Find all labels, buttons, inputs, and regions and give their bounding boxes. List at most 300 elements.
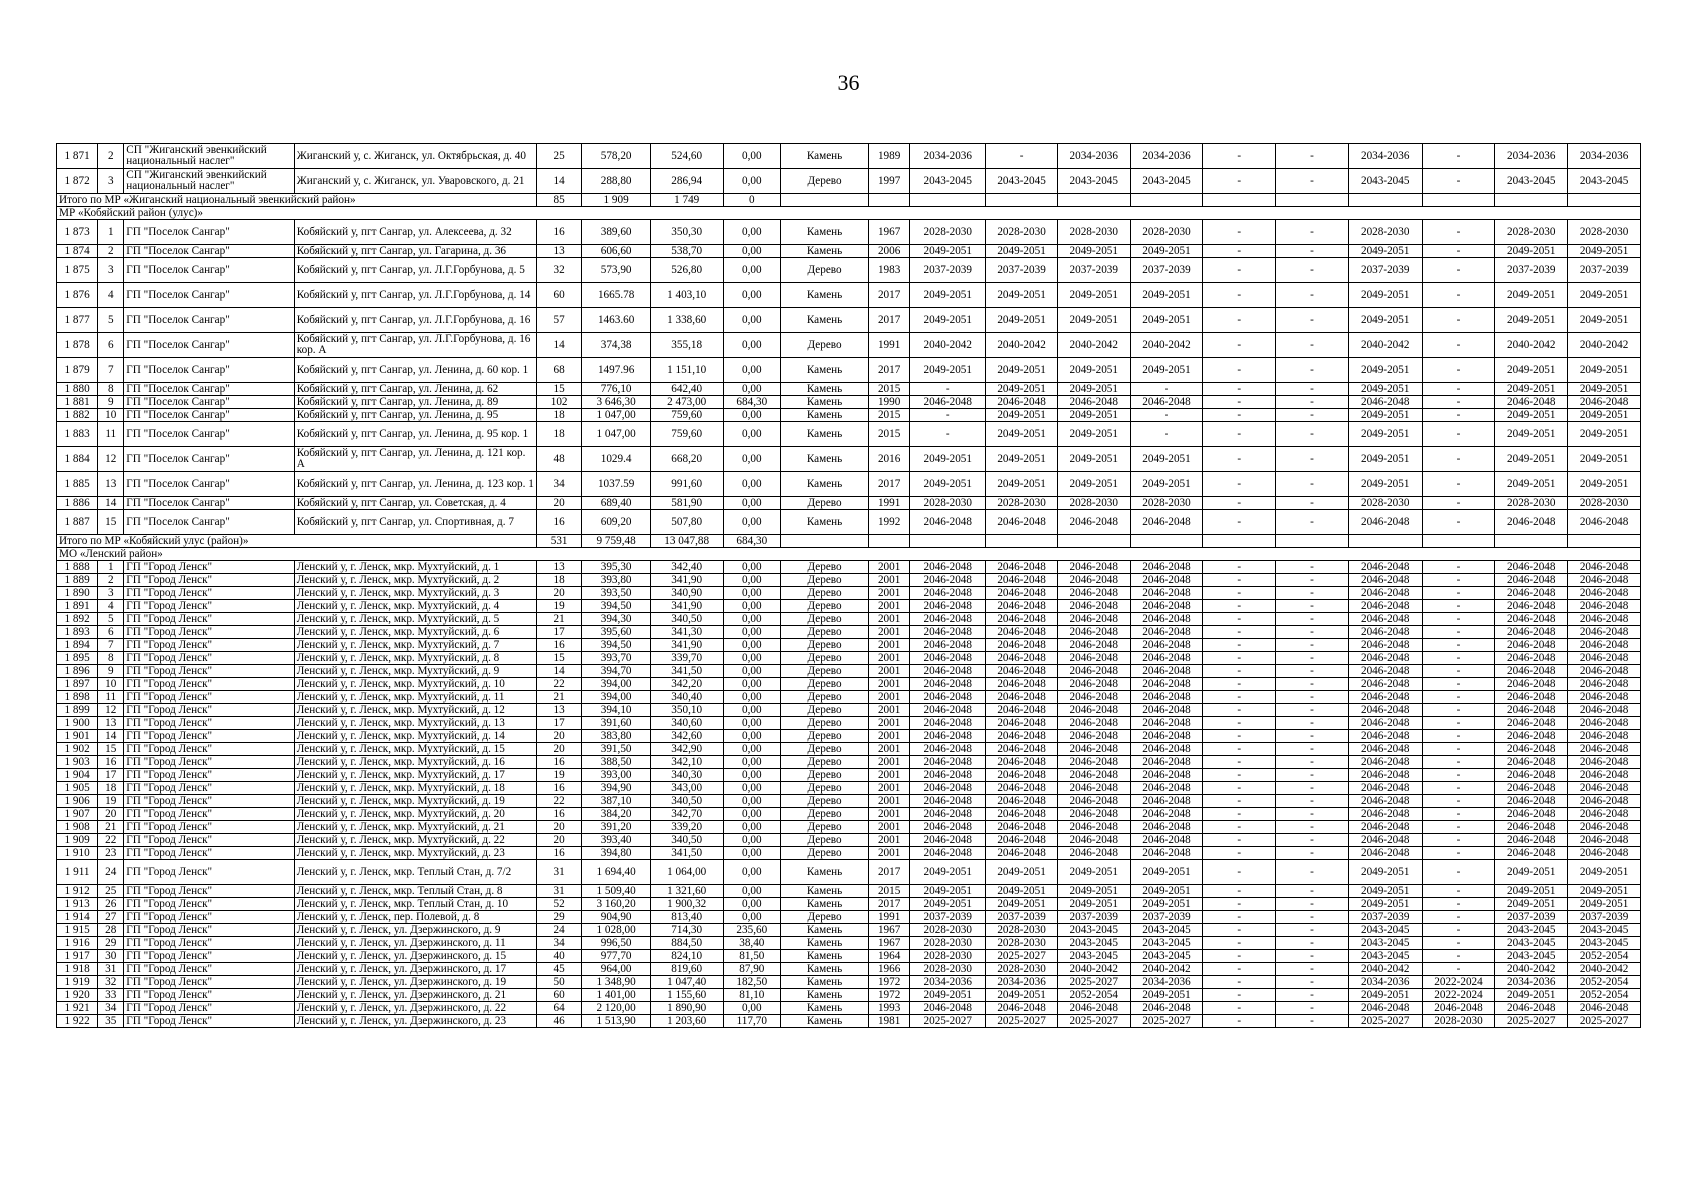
period-2: 2049-2051 — [986, 472, 1058, 497]
period-2: 2046-2048 — [986, 652, 1058, 665]
living-area: 340,60 — [650, 717, 723, 730]
period-8: - — [1422, 600, 1495, 613]
living-area: 1 155,60 — [650, 989, 723, 1002]
period-7: 2049-2051 — [1348, 860, 1422, 885]
period-2: 2049-2051 — [986, 898, 1058, 911]
period-2: 2046-2048 — [986, 691, 1058, 704]
period-8: - — [1422, 472, 1495, 497]
living-area: 342,60 — [650, 730, 723, 743]
period-6: - — [1276, 691, 1349, 704]
total-area: 391,20 — [582, 821, 650, 834]
address: Ленский у, г. Ленск, мкр. Мухтуйский, д. 5 — [294, 613, 536, 626]
period-6: - — [1276, 409, 1349, 422]
period-4: - — [1130, 383, 1203, 396]
period-7: 2046-2048 — [1348, 834, 1422, 847]
nonresidential-area: 0,00 — [723, 383, 781, 396]
wall-material: Дерево — [781, 782, 869, 795]
nonresidential-area: 0,00 — [723, 574, 781, 587]
period-6: - — [1276, 1002, 1349, 1015]
period-10: 2046-2048 — [1568, 704, 1641, 717]
period-2: 2034-2036 — [986, 976, 1058, 989]
row-id: 1 914 — [57, 911, 98, 924]
organization: ГП "Поселок Сангар" — [124, 510, 294, 535]
period-4: 2046-2048 — [1130, 626, 1203, 639]
period-10: 2046-2048 — [1568, 782, 1641, 795]
period-3: 2046-2048 — [1057, 821, 1130, 834]
build-year: 2001 — [869, 847, 910, 860]
wall-material: Камень — [781, 885, 869, 898]
table-row — [57, 447, 1641, 472]
nonresidential-area: 38,40 — [723, 937, 781, 950]
nonresidential-area: 0,00 — [723, 447, 781, 472]
address: Кобяйский у, пгт Сангар, ул. Советская, д. 4 — [294, 497, 536, 510]
living-area: 339,20 — [650, 821, 723, 834]
address: Ленский у, г. Ленск, мкр. Мухтуйский, д. 7 — [294, 639, 536, 652]
build-year: 2001 — [869, 730, 910, 743]
period-8: 2028-2030 — [1422, 1015, 1495, 1028]
period-6: - — [1276, 600, 1349, 613]
address: Ленский у, г. Ленск, пер. Полевой, д. 8 — [294, 911, 536, 924]
period-1: 2037-2039 — [910, 911, 986, 924]
period-6: - — [1276, 847, 1349, 860]
period-5: - — [1203, 144, 1276, 169]
nonresidential-area: 0,00 — [723, 422, 781, 447]
period-1: 2046-2048 — [910, 600, 986, 613]
address: Ленский у, г. Ленск, мкр. Мухтуйский, д. 18 — [294, 782, 536, 795]
row-number: 24 — [98, 860, 124, 885]
table-row — [57, 258, 1641, 283]
organization: ГП "Город Ленск" — [124, 1002, 294, 1015]
period-9: 2046-2048 — [1495, 743, 1568, 756]
total-area: 393,40 — [582, 834, 650, 847]
nonresidential-area: 81,50 — [723, 950, 781, 963]
period-1: 2049-2051 — [910, 283, 986, 308]
period-4: 2046-2048 — [1130, 639, 1203, 652]
total-area: 393,50 — [582, 587, 650, 600]
district-group-row — [57, 548, 1641, 561]
build-year: 2001 — [869, 691, 910, 704]
organization: ГП "Город Ленск" — [124, 704, 294, 717]
living-area: 1 047,40 — [650, 976, 723, 989]
period-7: 2037-2039 — [1348, 911, 1422, 924]
period-1: 2046-2048 — [910, 730, 986, 743]
wall-material: Дерево — [781, 743, 869, 756]
period-7: 2046-2048 — [1348, 847, 1422, 860]
apartments-count: 21 — [536, 613, 582, 626]
address: Ленский у, г. Ленск, ул. Дзержинского, д. 17 — [294, 963, 536, 976]
period-6: - — [1276, 447, 1349, 472]
period-10: 2028-2030 — [1568, 220, 1641, 245]
period-3: 2037-2039 — [1057, 911, 1130, 924]
period-10: 2046-2048 — [1568, 821, 1641, 834]
period-4: 2046-2048 — [1130, 717, 1203, 730]
organization: СП "Жиганский эвенкийский национальный наслег" — [124, 169, 294, 194]
period-10: 2043-2045 — [1568, 924, 1641, 937]
apartments-count: 22 — [536, 795, 582, 808]
total-area: 1463.60 — [582, 308, 650, 333]
apartments-count: 34 — [536, 472, 582, 497]
period-3: 2046-2048 — [1057, 808, 1130, 821]
total-area: 395,60 — [582, 626, 650, 639]
period-6: - — [1276, 821, 1349, 834]
period-9: 2043-2045 — [1495, 937, 1568, 950]
build-year: 1989 — [869, 144, 910, 169]
period-9: 2046-2048 — [1495, 782, 1568, 795]
address: Ленский у, г. Ленск, мкр. Мухтуйский, д. 9 — [294, 665, 536, 678]
table-row — [57, 808, 1641, 821]
wall-material: Дерево — [781, 821, 869, 834]
period-9: 2046-2048 — [1495, 730, 1568, 743]
build-year: 2001 — [869, 756, 910, 769]
empty-cell — [1495, 535, 1568, 548]
wall-material: Дерево — [781, 258, 869, 283]
period-10: 2049-2051 — [1568, 245, 1641, 258]
period-10: 2046-2048 — [1568, 665, 1641, 678]
period-9: 2037-2039 — [1495, 911, 1568, 924]
apartments-count: 16 — [536, 847, 582, 860]
period-2: 2046-2048 — [986, 396, 1058, 409]
period-5: - — [1203, 383, 1276, 396]
period-5: - — [1203, 989, 1276, 1002]
row-id: 1 910 — [57, 847, 98, 860]
organization: ГП "Поселок Сангар" — [124, 245, 294, 258]
row-number: 4 — [98, 600, 124, 613]
address: Ленский у, г. Ленск, мкр. Мухтуйский, д. 12 — [294, 704, 536, 717]
row-id: 1 915 — [57, 924, 98, 937]
period-8: - — [1422, 950, 1495, 963]
total-area: 395,30 — [582, 561, 650, 574]
apartments-count: 17 — [536, 717, 582, 730]
period-1: 2046-2048 — [910, 756, 986, 769]
row-number: 27 — [98, 911, 124, 924]
build-year: 2001 — [869, 769, 910, 782]
table-row — [57, 574, 1641, 587]
apartments-count: 102 — [536, 396, 582, 409]
period-7: 2034-2036 — [1348, 976, 1422, 989]
period-8: - — [1422, 396, 1495, 409]
table-row — [57, 743, 1641, 756]
nonresidential-area: 0,00 — [723, 169, 781, 194]
period-2: 2049-2051 — [986, 358, 1058, 383]
period-2: 2046-2048 — [986, 704, 1058, 717]
period-3: 2046-2048 — [1057, 396, 1130, 409]
apartments-count: 16 — [536, 782, 582, 795]
build-year: 2001 — [869, 821, 910, 834]
period-4: 2043-2045 — [1130, 937, 1203, 950]
period-7: 2046-2048 — [1348, 510, 1422, 535]
period-2: 2046-2048 — [986, 561, 1058, 574]
period-9: 2040-2042 — [1495, 963, 1568, 976]
period-4: 2046-2048 — [1130, 561, 1203, 574]
period-3: 2040-2042 — [1057, 333, 1130, 358]
table-row — [57, 834, 1641, 847]
period-6: - — [1276, 639, 1349, 652]
table-row — [57, 639, 1641, 652]
period-9: 2049-2051 — [1495, 447, 1568, 472]
period-5: - — [1203, 795, 1276, 808]
period-10: 2046-2048 — [1568, 587, 1641, 600]
period-2: 2046-2048 — [986, 756, 1058, 769]
period-3: 2049-2051 — [1057, 308, 1130, 333]
period-6: - — [1276, 989, 1349, 1002]
row-number: 16 — [98, 756, 124, 769]
period-8: - — [1422, 422, 1495, 447]
period-6: - — [1276, 743, 1349, 756]
apartments-count: 14 — [536, 333, 582, 358]
district-group-row — [57, 207, 1641, 220]
period-1: 2046-2048 — [910, 847, 986, 860]
total-area: 996,50 — [582, 937, 650, 950]
wall-material: Камень — [781, 409, 869, 422]
period-7: 2046-2048 — [1348, 665, 1422, 678]
period-4: 2049-2051 — [1130, 245, 1203, 258]
row-id: 1 908 — [57, 821, 98, 834]
table-row — [57, 561, 1641, 574]
period-1: 2046-2048 — [910, 587, 986, 600]
organization: ГП "Город Ленск" — [124, 924, 294, 937]
period-3: 2046-2048 — [1057, 691, 1130, 704]
row-number: 6 — [98, 626, 124, 639]
period-5: - — [1203, 937, 1276, 950]
period-5: - — [1203, 730, 1276, 743]
apartments-count: 16 — [536, 756, 582, 769]
address: Ленский у, г. Ленск, мкр. Мухтуйский, д. 3 — [294, 587, 536, 600]
address: Ленский у, г. Ленск, мкр. Мухтуйский, д. 16 — [294, 756, 536, 769]
period-3: 2046-2048 — [1057, 717, 1130, 730]
organization: ГП "Город Ленск" — [124, 665, 294, 678]
organization: ГП "Город Ленск" — [124, 821, 294, 834]
organization: ГП "Город Ленск" — [124, 587, 294, 600]
period-2: 2049-2051 — [986, 989, 1058, 1002]
total-area: 288,80 — [582, 169, 650, 194]
living-area: 642,40 — [650, 383, 723, 396]
period-3: 2052-2054 — [1057, 989, 1130, 1002]
period-4: 2043-2045 — [1130, 169, 1203, 194]
row-number: 29 — [98, 937, 124, 950]
nonresidential-area: 0,00 — [723, 860, 781, 885]
period-3: 2049-2051 — [1057, 422, 1130, 447]
period-6: - — [1276, 730, 1349, 743]
table-row — [57, 769, 1641, 782]
nonresidential-area: 0,00 — [723, 821, 781, 834]
period-6: - — [1276, 472, 1349, 497]
organization: ГП "Поселок Сангар" — [124, 333, 294, 358]
period-2: 2049-2051 — [986, 422, 1058, 447]
period-10: 2046-2048 — [1568, 678, 1641, 691]
period-8: - — [1422, 834, 1495, 847]
row-number: 7 — [98, 358, 124, 383]
apartments-count: 20 — [536, 730, 582, 743]
period-3: 2034-2036 — [1057, 144, 1130, 169]
nonresidential-area: 0,00 — [723, 613, 781, 626]
living-area: 340,50 — [650, 795, 723, 808]
row-id: 1 913 — [57, 898, 98, 911]
table-row — [57, 963, 1641, 976]
period-5: - — [1203, 396, 1276, 409]
total-area: 1 401,00 — [582, 989, 650, 1002]
organization: ГП "Город Ленск" — [124, 561, 294, 574]
living-area: 341,50 — [650, 665, 723, 678]
period-6: - — [1276, 898, 1349, 911]
total-area: 977,70 — [582, 950, 650, 963]
row-id: 1 903 — [57, 756, 98, 769]
nonresidential-area: 0,00 — [723, 678, 781, 691]
period-9: 2046-2048 — [1495, 678, 1568, 691]
row-number: 35 — [98, 1015, 124, 1028]
wall-material: Дерево — [781, 808, 869, 821]
build-year: 1967 — [869, 924, 910, 937]
row-id: 1 902 — [57, 743, 98, 756]
wall-material: Камень — [781, 358, 869, 383]
nonresidential-area: 0,00 — [723, 561, 781, 574]
period-2: 2046-2048 — [986, 782, 1058, 795]
period-3: 2046-2048 — [1057, 510, 1130, 535]
total-area: 1665.78 — [582, 283, 650, 308]
period-9: 2046-2048 — [1495, 639, 1568, 652]
period-4: 2046-2048 — [1130, 691, 1203, 704]
empty-cell — [1130, 535, 1203, 548]
period-9: 2046-2048 — [1495, 691, 1568, 704]
table-row — [57, 652, 1641, 665]
total-area: 391,50 — [582, 743, 650, 756]
total-area: 384,20 — [582, 808, 650, 821]
district-total-row — [57, 194, 1641, 207]
period-3: 2049-2051 — [1057, 472, 1130, 497]
period-10: 2049-2051 — [1568, 409, 1641, 422]
period-6: - — [1276, 704, 1349, 717]
period-2: 2028-2030 — [986, 924, 1058, 937]
period-10: 2046-2048 — [1568, 1002, 1641, 1015]
empty-cell — [869, 535, 910, 548]
apartments-count: 13 — [536, 561, 582, 574]
period-6: - — [1276, 911, 1349, 924]
period-1: 2046-2048 — [910, 652, 986, 665]
build-year: 1993 — [869, 1002, 910, 1015]
total-area: 394,00 — [582, 678, 650, 691]
period-7: 2046-2048 — [1348, 639, 1422, 652]
apartments-count: 16 — [536, 808, 582, 821]
row-number: 2 — [98, 245, 124, 258]
period-5: - — [1203, 626, 1276, 639]
period-9: 2046-2048 — [1495, 769, 1568, 782]
living-area-total: 1 749 — [650, 194, 723, 207]
period-8: - — [1422, 678, 1495, 691]
period-1: 2046-2048 — [910, 574, 986, 587]
total-area: 573,90 — [582, 258, 650, 283]
organization: ГП "Город Ленск" — [124, 911, 294, 924]
apartments-count-total: 85 — [536, 194, 582, 207]
period-5: - — [1203, 717, 1276, 730]
period-2: 2046-2048 — [986, 613, 1058, 626]
apartments-count-total: 531 — [536, 535, 582, 548]
row-id: 1 900 — [57, 717, 98, 730]
period-10: 2046-2048 — [1568, 652, 1641, 665]
period-10: 2046-2048 — [1568, 574, 1641, 587]
period-9: 2034-2036 — [1495, 976, 1568, 989]
row-id: 1 906 — [57, 795, 98, 808]
period-3: 2040-2042 — [1057, 963, 1130, 976]
period-6: - — [1276, 717, 1349, 730]
period-4: 2046-2048 — [1130, 587, 1203, 600]
period-2: 2049-2051 — [986, 245, 1058, 258]
address: Ленский у, г. Ленск, мкр. Мухтуйский, д. 19 — [294, 795, 536, 808]
period-4: 2040-2042 — [1130, 963, 1203, 976]
row-id: 1 885 — [57, 472, 98, 497]
period-8: - — [1422, 769, 1495, 782]
living-area: 759,60 — [650, 422, 723, 447]
period-9: 2046-2048 — [1495, 626, 1568, 639]
apartments-count: 19 — [536, 600, 582, 613]
row-id: 1 907 — [57, 808, 98, 821]
table-row — [57, 220, 1641, 245]
period-1: 2028-2030 — [910, 950, 986, 963]
period-4: 2046-2048 — [1130, 808, 1203, 821]
total-area: 394,00 — [582, 691, 650, 704]
period-8: 2046-2048 — [1422, 1002, 1495, 1015]
apartments-count: 17 — [536, 626, 582, 639]
period-2: 2028-2030 — [986, 963, 1058, 976]
period-9: 2049-2051 — [1495, 989, 1568, 1002]
organization: СП "Жиганский эвенкийский национальный наслег" — [124, 144, 294, 169]
period-6: - — [1276, 497, 1349, 510]
period-9: 2049-2051 — [1495, 358, 1568, 383]
build-year: 2001 — [869, 639, 910, 652]
period-5: - — [1203, 639, 1276, 652]
period-6: - — [1276, 756, 1349, 769]
living-area: 1 064,00 — [650, 860, 723, 885]
period-8: - — [1422, 924, 1495, 937]
row-number: 34 — [98, 1002, 124, 1015]
table-row — [57, 976, 1641, 989]
period-8: 2022-2024 — [1422, 989, 1495, 1002]
organization: ГП "Город Ленск" — [124, 730, 294, 743]
period-10: 2049-2051 — [1568, 308, 1641, 333]
nonresidential-area: 0,00 — [723, 782, 781, 795]
period-3: 2046-2048 — [1057, 769, 1130, 782]
period-9: 2040-2042 — [1495, 333, 1568, 358]
period-8: - — [1422, 885, 1495, 898]
district-group-label: МО «Ленский район» — [57, 548, 1641, 561]
period-8: - — [1422, 808, 1495, 821]
row-id: 1 909 — [57, 834, 98, 847]
period-2: 2046-2048 — [986, 600, 1058, 613]
period-3: 2049-2051 — [1057, 447, 1130, 472]
table-row — [57, 898, 1641, 911]
row-number: 14 — [98, 730, 124, 743]
period-7: 2046-2048 — [1348, 730, 1422, 743]
period-7: 2049-2051 — [1348, 245, 1422, 258]
row-id: 1 877 — [57, 308, 98, 333]
period-6: - — [1276, 561, 1349, 574]
apartments-count: 50 — [536, 976, 582, 989]
nonresidential-area: 0,00 — [723, 808, 781, 821]
table-row — [57, 950, 1641, 963]
total-area: 394,10 — [582, 704, 650, 717]
living-area: 341,50 — [650, 847, 723, 860]
wall-material: Камень — [781, 308, 869, 333]
organization: ГП "Поселок Сангар" — [124, 258, 294, 283]
living-area: 884,50 — [650, 937, 723, 950]
total-area: 2 120,00 — [582, 1002, 650, 1015]
apartments-count: 57 — [536, 308, 582, 333]
period-2: 2037-2039 — [986, 258, 1058, 283]
period-5: - — [1203, 782, 1276, 795]
period-1: 2028-2030 — [910, 220, 986, 245]
living-area: 507,80 — [650, 510, 723, 535]
period-5: - — [1203, 169, 1276, 194]
row-id: 1 916 — [57, 937, 98, 950]
build-year: 2017 — [869, 472, 910, 497]
